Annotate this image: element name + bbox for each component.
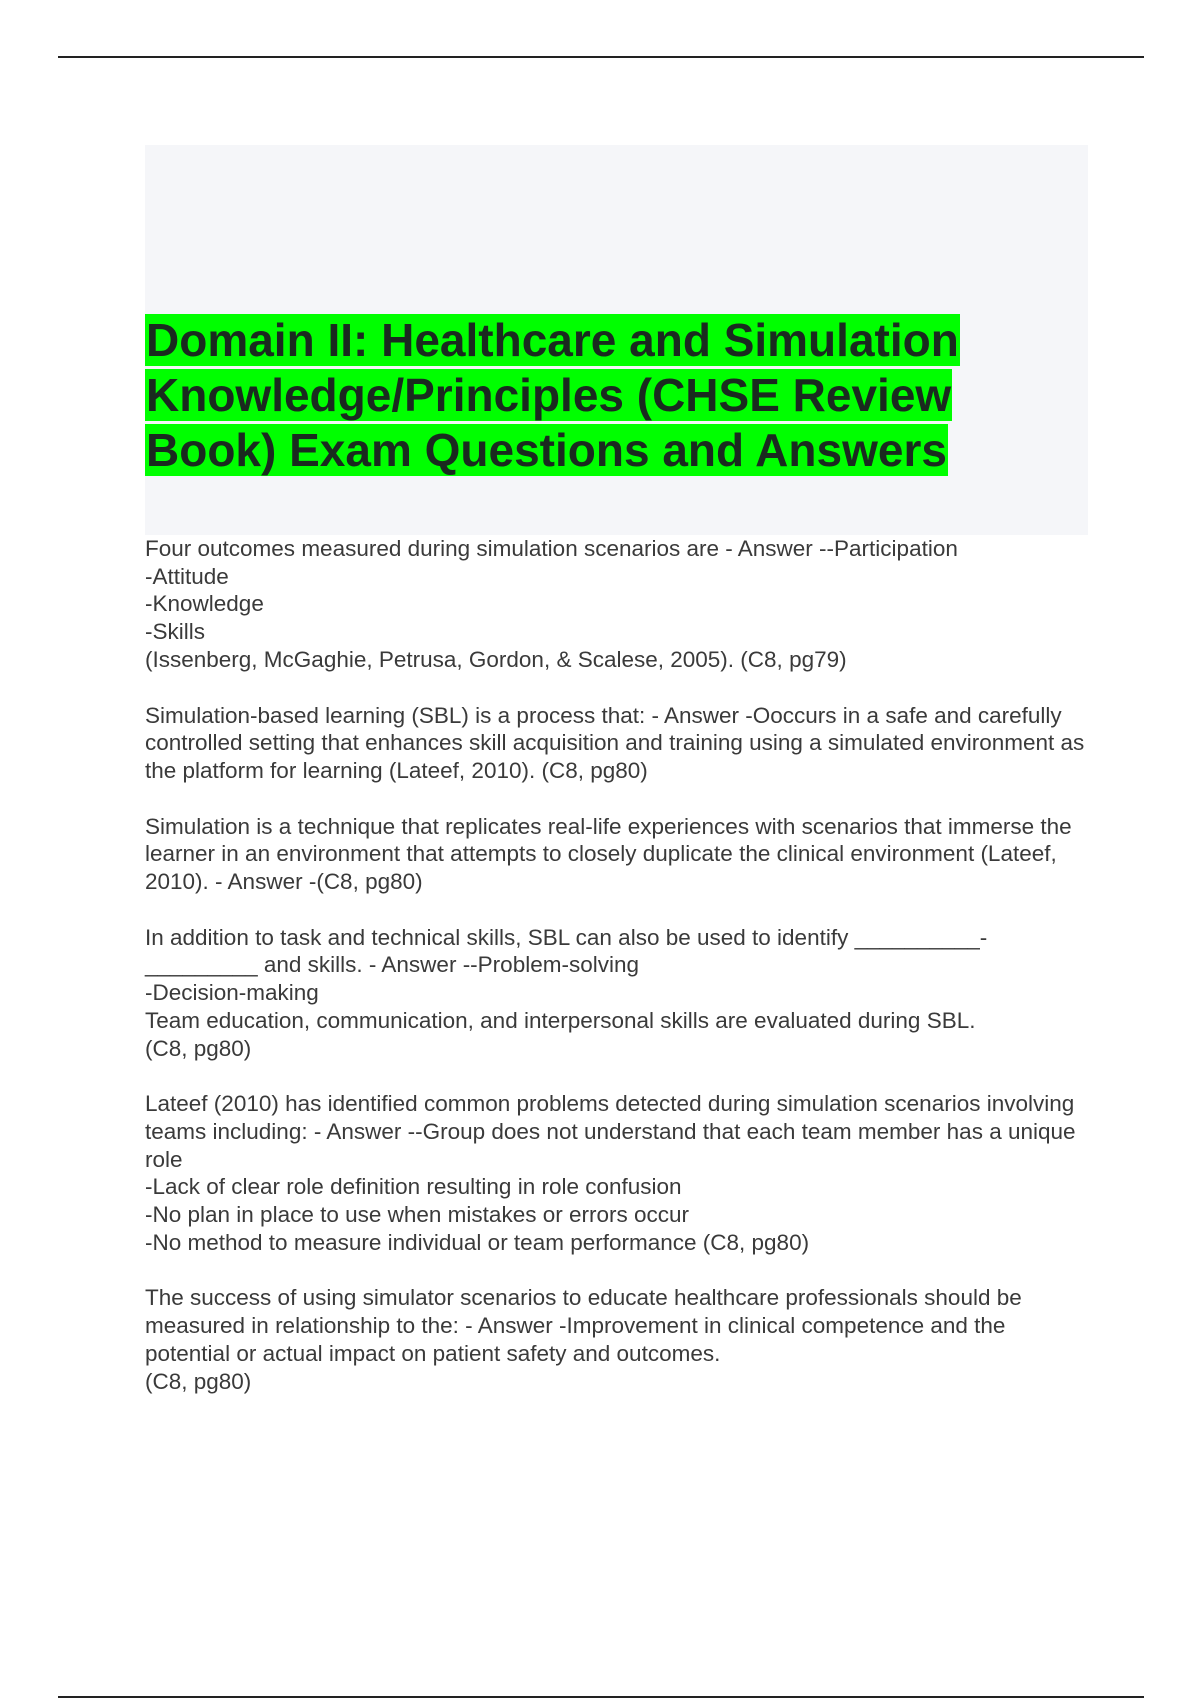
top-divider [58,56,1144,58]
qa-item: Simulation-based learning (SBL) is a process that: - Answer -Ooccurs in a safe and carefully controlled setting that enhances skill acquisition and training using a simulated environment as the platform for learning (Lateef, 2010). (C8, pg80) [145,702,1085,783]
qa-item: Four outcomes measured during simulation scenarios are - Answer --Participation -Attitude -Knowledge -Skills (Issenberg, McGaghie, Petrusa, Gordon, & Scalese, 2005). (C8, pg79) [145,536,958,672]
qa-item: The success of using simulator scenarios to educate healthcare professionals should be measured in relationship to the: - Answer -Improvement in clinical competence and the potential or actual impact on patient safety and outcomes. (C8, pg80) [145,1285,1022,1394]
title-line: Domain II: Healthcare and Simulation [146,314,959,366]
qa-item: In addition to task and technical skills, SBL can also be used to identify __________-_________ and skills. - Answer --Problem-solving -Decision-making Team education, communication, and interpersonal skills are evaluated during SBL. (C8, pg80) [145,924,988,1061]
bottom-divider [58,1696,1144,1698]
title-line: Knowledge/Principles (CHSE Review [146,369,952,421]
qa-item: Simulation is a technique that replicates real-life experiences with scenarios that immerse the learner in an environment that attempts to closely duplicate the clinical environment (Lateef, 2010). - Answer -(C8, pg80) [145,813,1072,895]
title-line: Book) Exam Questions and Answers [146,424,947,476]
document-title [145,313,1088,478]
qa-list [145,535,1095,1423]
qa-item: Lateef (2010) has identified common problems detected during simulation scenarios involving teams including: - Answer --Group does not understand that each team member has a unique role -Lack of clear role definition resulting in role confusion -No plan in place to use when mistakes or errors occur -No method to measure individual or team performance (C8, pg80) [145,1091,1076,1255]
